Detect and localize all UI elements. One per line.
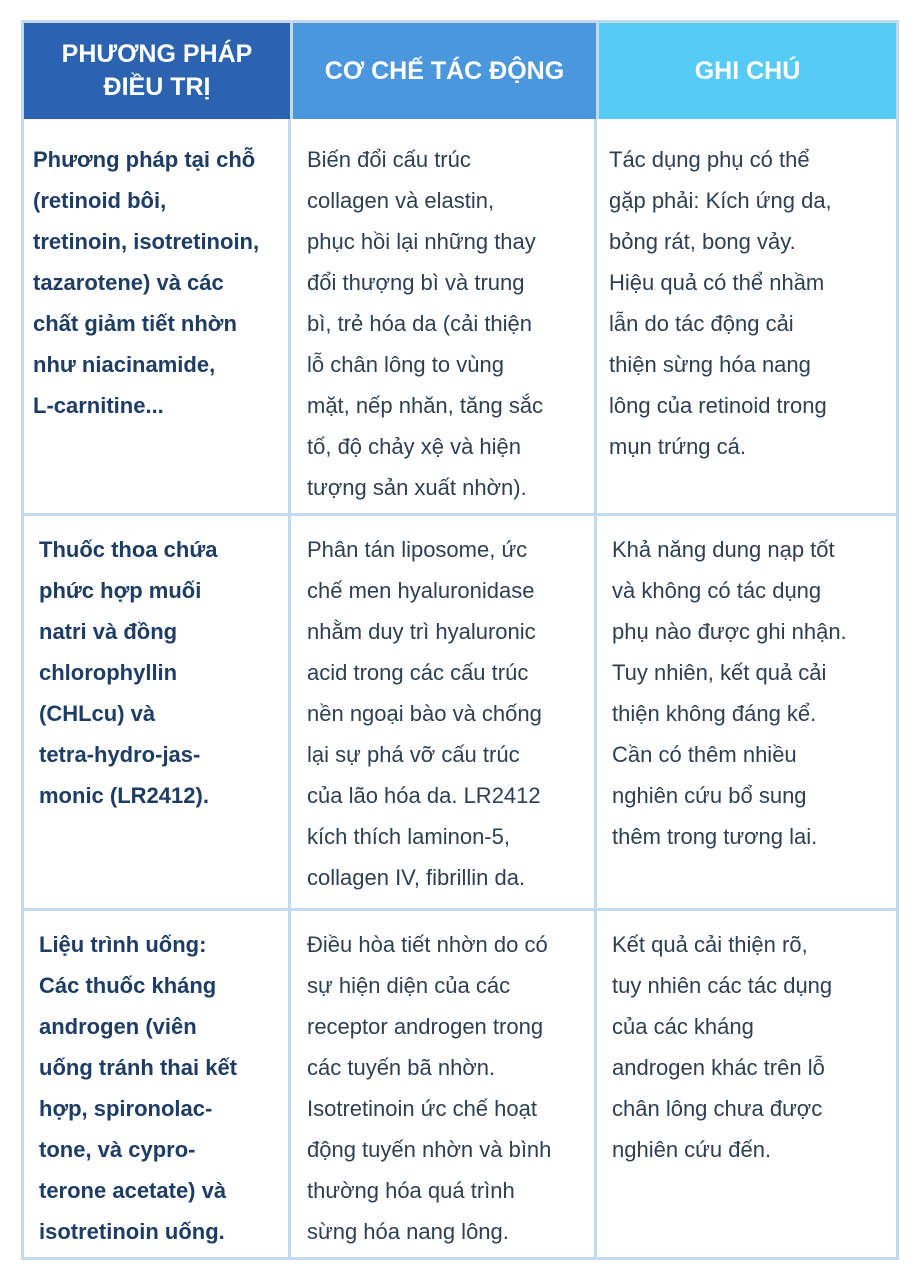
row-1-mechanism: Biến đổi cấu trúc collagen và elastin, phục hồi lại những thay đổi thượng bì và trung bì, trẻ hóa da (cải thiện lỗ chân lông to vùng mặt, nếp nhăn, tăng sắc tố, độ chảy xệ và hiện tượng sản xuất nhờn). bbox=[307, 147, 544, 500]
row-1-method: Phương pháp tại chỗ (retinoid bôi, tretinoin, isotretinoin, tazarotene) và các chất giảm tiết nhờn như niacinamide, L-carnitine... bbox=[33, 147, 260, 418]
header-method bbox=[24, 23, 290, 119]
row-2-mechanism: Phân tán liposome, ức chế men hyaluronidase nhằm duy trì hyaluronic acid trong các cấu trúc nền ngoại bào và chống lại sự phá vỡ cấu trúc của lão hóa da. LR2412 kích thích laminon-5, collagen IV, fibrillin da. bbox=[307, 537, 542, 890]
header-notes-label: GHI CHÚ bbox=[694, 56, 801, 85]
header-notes bbox=[596, 23, 896, 119]
row-3-notes: Kết quả cải thiện rõ, tuy nhiên các tác dụng của các kháng androgen khác trên lỗ chân lông chưa được nghiên cứu đến. bbox=[612, 932, 833, 1162]
row-3-method: Liệu trình uống: Các thuốc kháng androgen (viên uống tránh thai kết hợp, spironolac- tone, và cypro- terone acetate) và isotretinoin uống. bbox=[39, 932, 237, 1244]
header-mechanism bbox=[290, 23, 596, 119]
row-3-mechanism: Điều hòa tiết nhờn do có sự hiện diện của các receptor androgen trong các tuyến bã nhờn. Isotretinoin ức chế hoạt động tuyến nhờn và bình thường hóa quá trình sừng hóa nang lông. bbox=[307, 932, 552, 1244]
row-2-method: Thuốc thoa chứa phức hợp muối natri và đồng chlorophyllin (CHLcu) và tetra-hydro-jas- monic (LR2412). bbox=[39, 537, 218, 808]
header-mechanism-label: CƠ CHẾ TÁC ĐỘNG bbox=[324, 56, 565, 85]
row-divider bbox=[24, 908, 896, 911]
row-divider bbox=[24, 513, 896, 516]
row-1-notes: Tác dụng phụ có thể gặp phải: Kích ứng da, bỏng rát, bong vảy. Hiệu quả có thể nhầm lẫn do tác động cải thiện sừng hóa nang lông của retinoid trong mụn trứng cá. bbox=[609, 147, 832, 459]
column-divider bbox=[288, 119, 291, 1257]
row-2-notes: Khả năng dung nạp tốt và không có tác dụng phụ nào được ghi nhận. Tuy nhiên, kết quả cải thiện không đáng kể. Cần có thêm nhiều nghiên cứu bổ sung thêm trong tương lai. bbox=[612, 537, 847, 849]
header-method-label: PHƯƠNG PHÁP ĐIỀU TRỊ bbox=[61, 40, 253, 101]
treatment-table bbox=[21, 20, 899, 1260]
